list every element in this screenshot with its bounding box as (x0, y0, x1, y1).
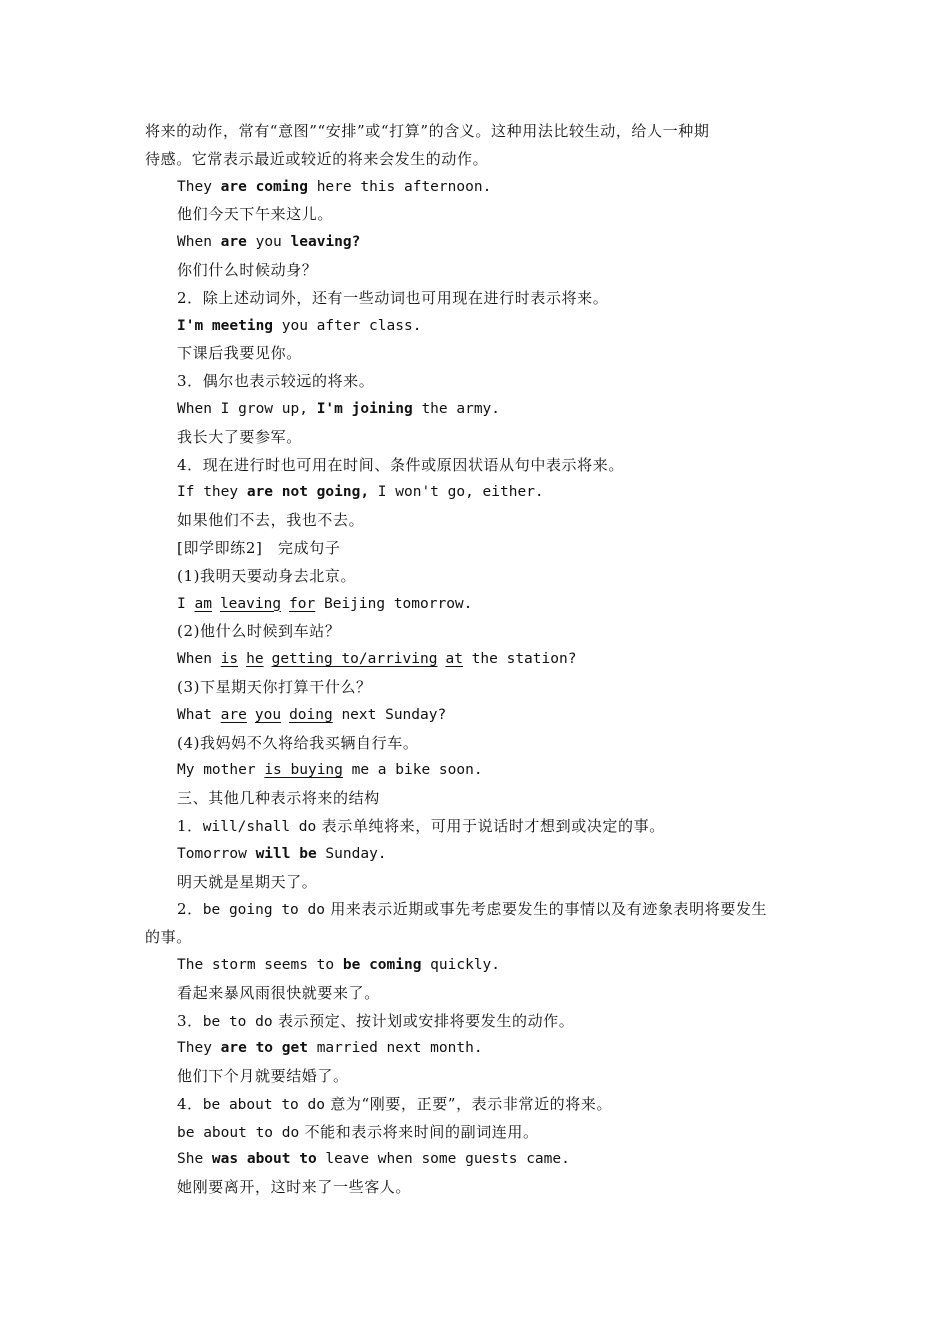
paragraph-line: 待感。它常表示最近或较近的将来会发生的动作。 (145, 149, 489, 168)
section-heading: 三、其他几种表示将来的结构 (177, 789, 380, 808)
example-sentence: They are to get married next month. (177, 1040, 483, 1057)
example-sentence: They are coming here this afternoon. (177, 178, 492, 195)
exercise-answer: My mother is buying me a bike soon. (177, 762, 483, 779)
exercise-prompt: (4)我妈妈不久将给我买辆自行车。 (177, 733, 419, 752)
example-translation: 看起来暴风雨很快就要来了。 (177, 983, 380, 1002)
example-sentence: The storm seems to be coming quickly. (177, 956, 501, 973)
example-translation: 他们今天下午来这儿。 (177, 205, 334, 224)
example-translation: 我长大了要参军。 (177, 427, 302, 446)
answer-blank: leaving (219, 595, 282, 612)
rule-heading: 1．will/shall do 表示单纯将来，可用于说话时才想到或决定的事。 (177, 816, 665, 835)
example-translation: 他们下个月就要结婚了。 (177, 1067, 349, 1086)
answer-blank: getting to/arriving (271, 651, 438, 668)
rule-heading: 3．be to do 表示预定、按计划或安排将要发生的动作。 (177, 1011, 575, 1030)
rule-heading: 3．偶尔也表示较远的将来。 (177, 372, 375, 391)
rule-heading: 4．be about to do 意为“刚要，正要”，表示非常近的将来。 (177, 1094, 613, 1113)
answer-blank: doing (289, 706, 333, 723)
example-sentence: I'm meeting you after class. (177, 317, 422, 334)
example-sentence: Tomorrow will be Sunday. (177, 845, 387, 862)
example-translation: 你们什么时候动身？ (177, 260, 318, 279)
rule-heading: 4．现在进行时也可用在时间、条件或原因状语从句中表示将来。 (177, 455, 624, 474)
answer-blank: for (289, 595, 316, 612)
rule-note: be about to do 不能和表示将来时间的副词连用。 (177, 1122, 539, 1141)
example-sentence: When are you leaving? (177, 234, 361, 251)
answer-blank: you (254, 706, 282, 723)
answer-blank: at (445, 651, 463, 668)
exercise-prompt: (3)下星期天你打算干什么？ (177, 677, 372, 696)
exercise-heading: [即学即练2] 完成句子 (177, 538, 341, 557)
exercise-answer: When is he getting to/arriving at the station? (177, 651, 577, 668)
exercise-prompt: (2)他什么时候到车站？ (177, 622, 341, 641)
example-translation: 下课后我要见你。 (177, 344, 302, 363)
exercise-prompt: (1)我明天要动身去北京。 (177, 566, 357, 585)
example-translation: 她刚要离开，这时来了一些客人。 (177, 1178, 412, 1197)
document-body (145, 118, 810, 1202)
answer-blank: is buying (264, 762, 343, 779)
answer-blank: is (220, 651, 239, 668)
exercise-answer: I am leaving for Beijing tomorrow. (177, 595, 473, 612)
example-translation: 如果他们不去，我也不去。 (177, 511, 365, 530)
example-translation: 明天就是星期天了。 (177, 872, 318, 891)
example-sentence: If they are not going, I won't go, either. (177, 484, 544, 501)
paragraph-line: 的事。 (145, 928, 192, 947)
exercise-answer: What are you doing next Sunday? (177, 706, 447, 723)
example-sentence: She was about to leave when some guests came. (177, 1151, 570, 1168)
paragraph-line: 将来的动作，常有“意图”“安排”或“打算”的含义。这种用法比较生动，给人一种期 (145, 122, 710, 140)
answer-blank: am (194, 595, 212, 612)
answer-blank: are (220, 706, 247, 723)
answer-blank: he (246, 651, 264, 668)
rule-heading: 2．除上述动词外，还有一些动词也可用现在进行时表示将来。 (177, 288, 609, 307)
example-sentence: When I grow up, I'm joining the army. (177, 400, 501, 417)
rule-heading: 2．be going to do 用来表示近期或事先考虑要发生的事情以及有迹象表明将要发生 (177, 900, 768, 919)
